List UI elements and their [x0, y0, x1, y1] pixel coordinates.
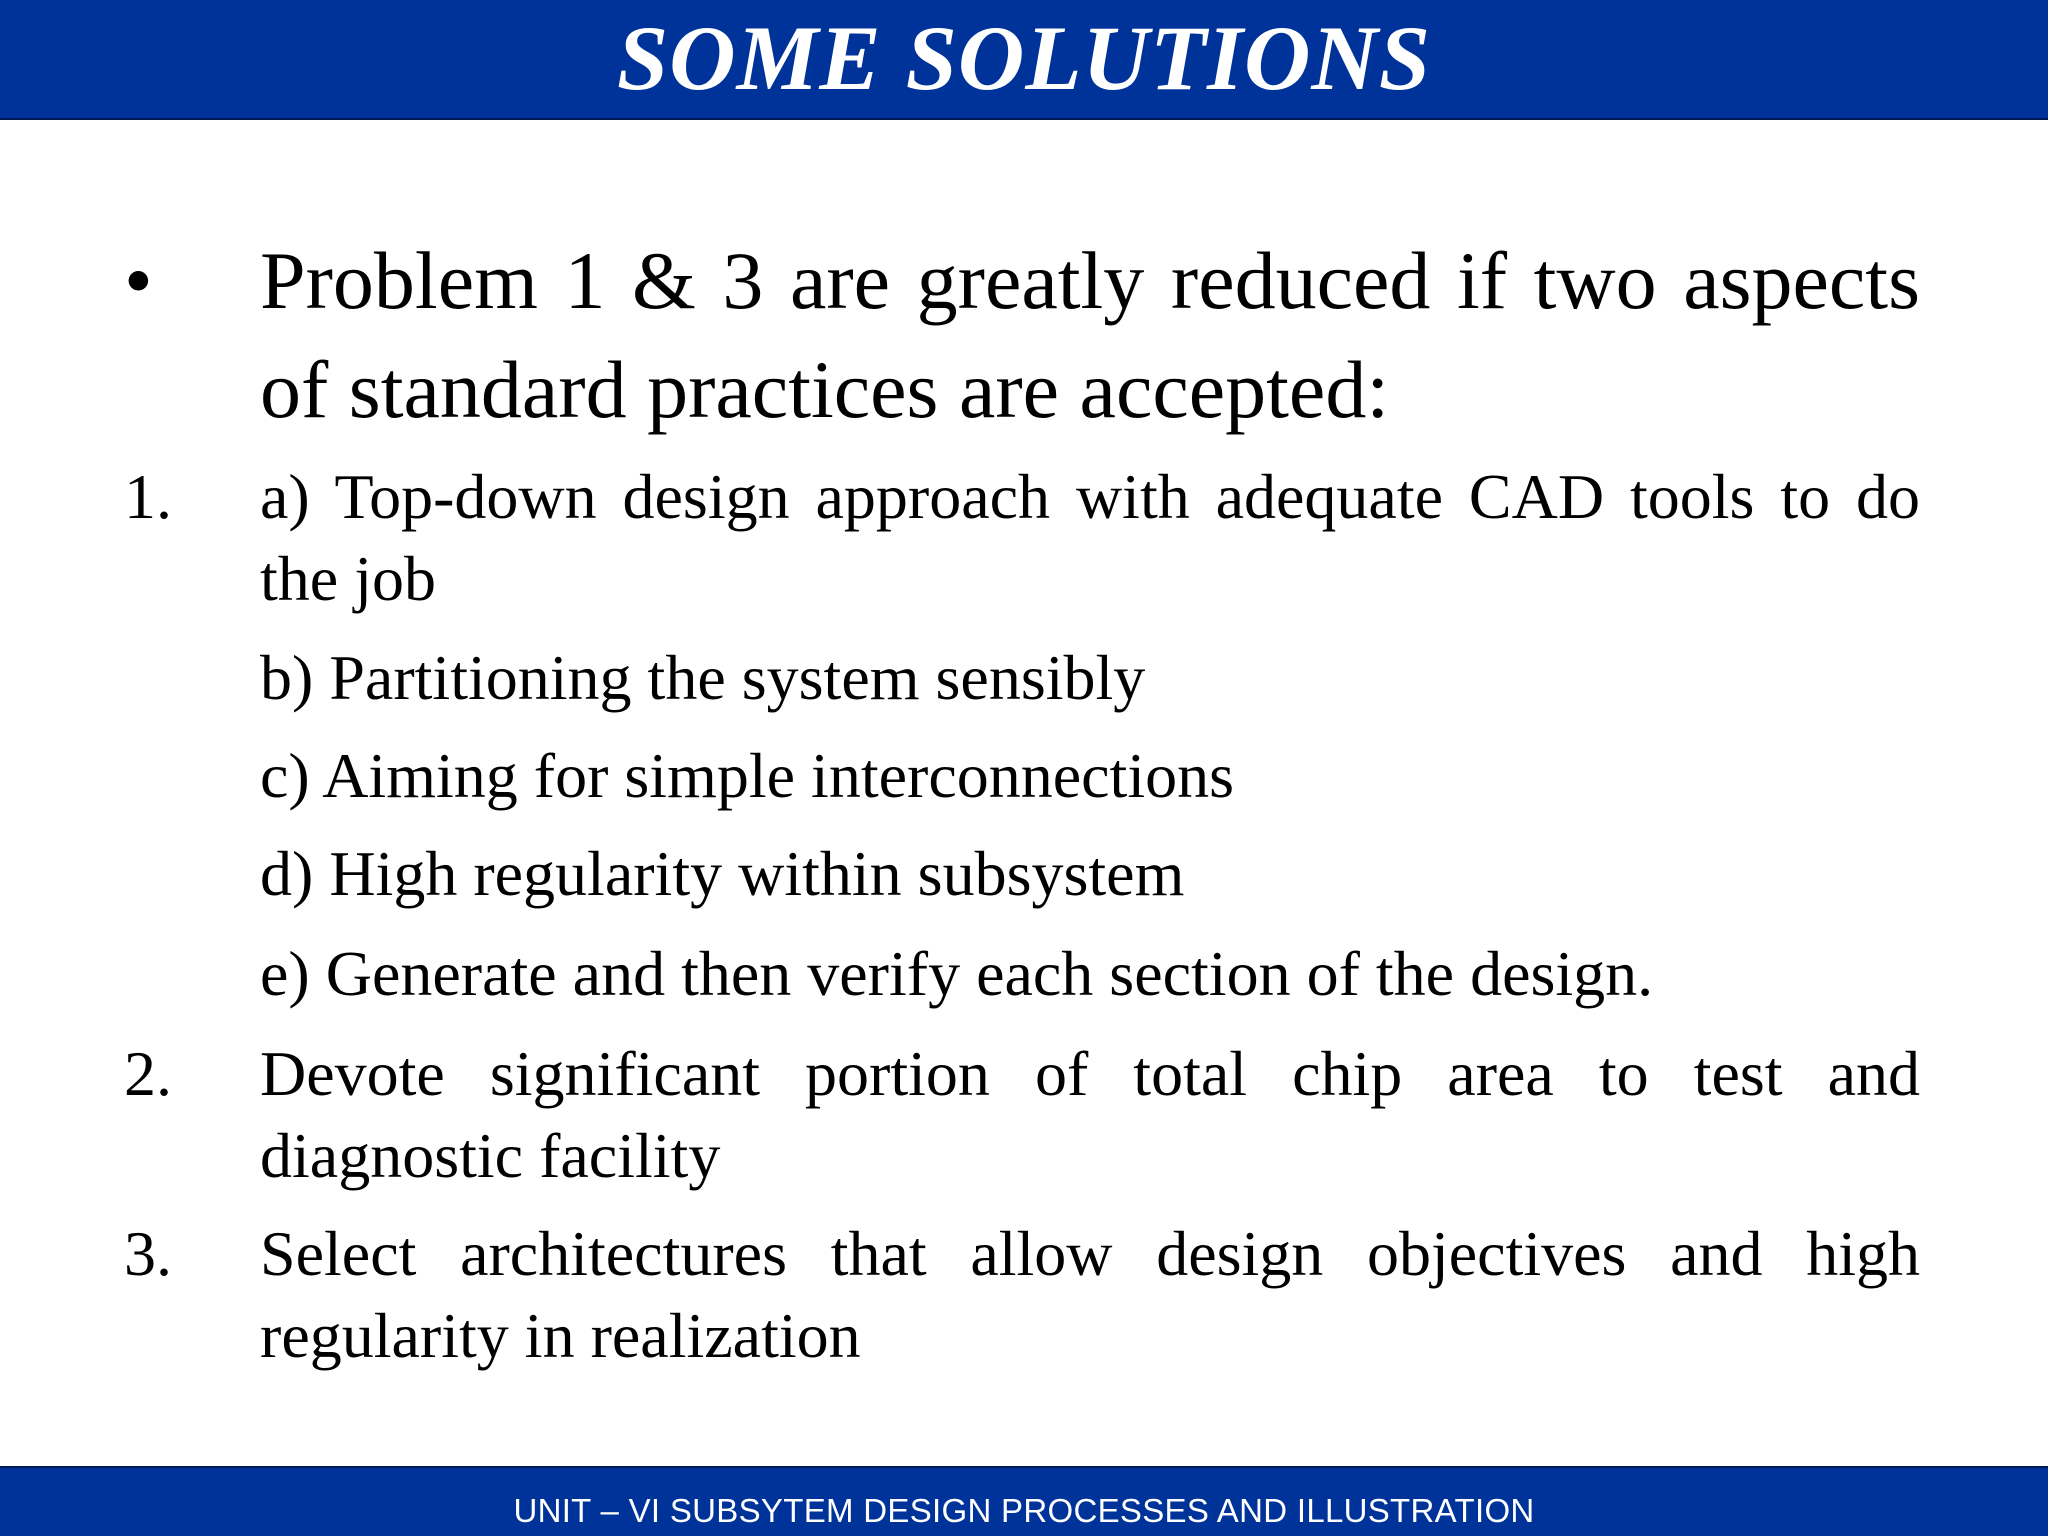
list-number-2: 2. — [124, 1038, 172, 1109]
list-item-2-text: Devote significant portion of total chip area to test and diagnostic facility — [260, 1038, 1920, 1191]
sub-item-e-text: e) Generate and then verify each section of the design. — [260, 938, 1654, 1009]
list-number-1: 1. — [124, 461, 172, 532]
sub-item-d-text: d) High regularity within subsystem — [260, 838, 1185, 909]
list-item-3-text: Select architectures that allow design objectives and high regularity in realization — [260, 1218, 1920, 1371]
footer-bar — [0, 1466, 2048, 1536]
sub-item-c-text: c) Aiming for simple interconnections — [260, 740, 1234, 811]
sub-item-b-text: b) Partitioning the system sensibly — [260, 642, 1146, 713]
footer-text: UNIT – VI SUBSYTEM DESIGN PROCESSES AND ILLUSTRATION — [513, 1492, 1535, 1529]
main-bullet-text: Problem 1 & 3 are greatly reduced if two aspects of standard practices are accepted: — [260, 235, 1920, 435]
slide-title: SOME SOLUTIONS — [616, 7, 1432, 109]
list-number-3: 3. — [124, 1218, 172, 1289]
list-item-1-text: a) Top-down design approach with adequate CAD tools to do the job — [260, 461, 1920, 614]
bullet-marker: • — [124, 235, 153, 326]
